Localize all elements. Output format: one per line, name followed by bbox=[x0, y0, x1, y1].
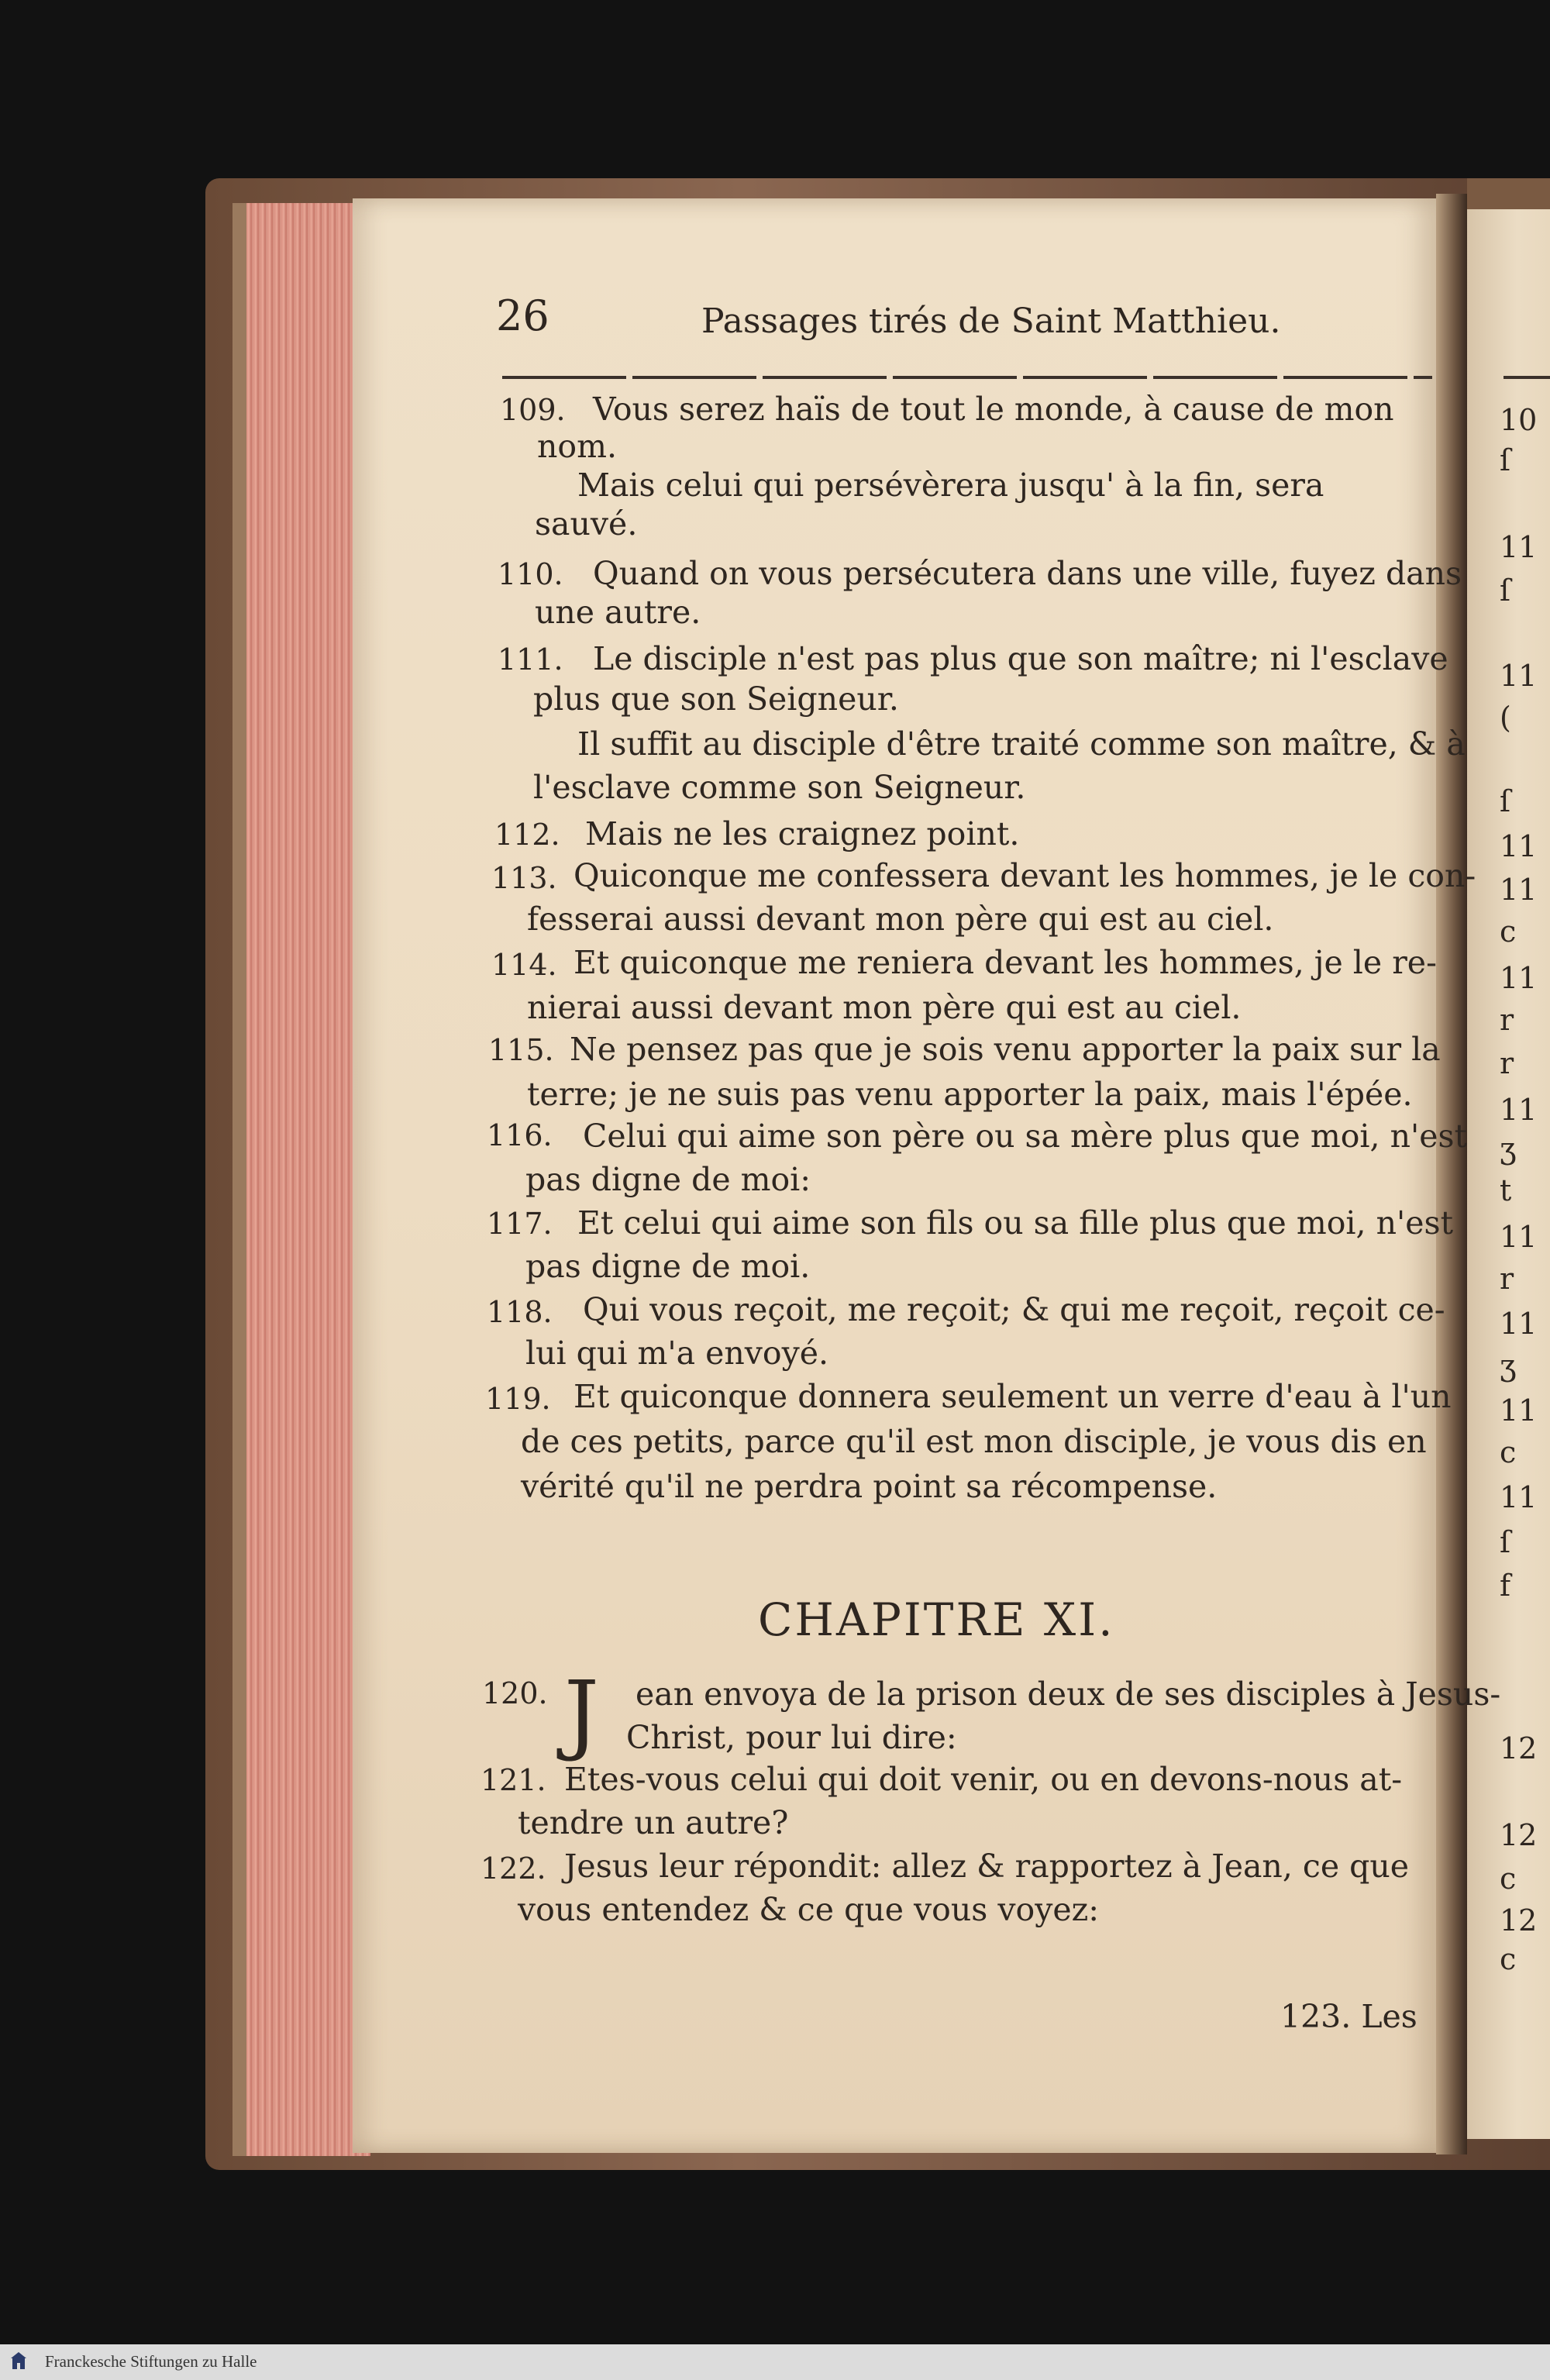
running-title: Passages tirés de Saint Matthieu. bbox=[701, 301, 1281, 341]
drop-cap: J bbox=[564, 1663, 599, 1764]
verse-line: fesserai aussi devant mon père qui est au ciel. bbox=[527, 901, 1274, 938]
verse-number: 118. bbox=[487, 1295, 553, 1329]
facing-page-fragment: 12 bbox=[1500, 1818, 1538, 1852]
facing-page-fragment: 11 bbox=[1500, 1480, 1538, 1514]
page-edges bbox=[232, 203, 370, 2156]
facing-page-fragment: 11 bbox=[1500, 829, 1538, 863]
verse-line: Vous serez haïs de tout le monde, à cause de mon bbox=[593, 391, 1394, 428]
header-rule bbox=[502, 376, 1432, 379]
verse-line: Et quiconque donnera seulement un verre d'eau à l'un bbox=[574, 1378, 1452, 1415]
verse-line: Mais celui qui persévèrera jusqu' à la fin, sera bbox=[577, 467, 1324, 504]
facing-page-fragment: ſ bbox=[1500, 784, 1511, 818]
verse-line: vous entendez & ce que vous voyez: bbox=[518, 1891, 1100, 1928]
verse-number: 110. bbox=[498, 557, 563, 591]
catchword: 123. Les bbox=[1280, 1998, 1417, 2035]
facing-page-fragment: c bbox=[1500, 1862, 1517, 1896]
facing-page-fragment: ſ bbox=[1500, 443, 1511, 477]
facing-page-fragment: r bbox=[1500, 1262, 1514, 1296]
verse-line: pas digne de moi: bbox=[525, 1161, 811, 1198]
verse-line: Quand on vous persécutera dans une ville, fuyez dans bbox=[593, 555, 1462, 592]
facing-page-fragment: 12 bbox=[1500, 1731, 1538, 1765]
facing-page-fragment: r bbox=[1500, 1003, 1514, 1037]
verse-line: tendre un autre? bbox=[518, 1804, 789, 1841]
verse-line: nom. bbox=[537, 428, 618, 465]
facing-page-fragment: 10 bbox=[1500, 403, 1538, 437]
facing-page-fragment: 11 bbox=[1500, 1393, 1538, 1428]
verse-line: terre; je ne suis pas venu apporter la paix, mais l'épée. bbox=[527, 1076, 1413, 1113]
verse-line: Qui vous reçoit, me reçoit; & qui me reçoit, reçoit ce- bbox=[583, 1291, 1445, 1328]
verse-number: 112. bbox=[494, 818, 560, 852]
facing-page-fragment: 12 bbox=[1500, 1903, 1538, 1937]
institution-logo-icon bbox=[9, 2351, 28, 2372]
verse-line: Il suffit au disciple d'être traité comme son maître, & à bbox=[577, 725, 1466, 763]
facing-page-fragment: c bbox=[1500, 914, 1517, 949]
facing-page-fragment: c bbox=[1500, 1435, 1517, 1469]
facing-page-fragment: 11 bbox=[1500, 659, 1538, 693]
verse-number: 116. bbox=[487, 1118, 553, 1152]
verse-number: 111. bbox=[498, 642, 563, 677]
verse-number: 117. bbox=[487, 1207, 553, 1241]
verse-line: lui qui m'a envoyé. bbox=[525, 1335, 829, 1372]
facing-page-fragment: ſ bbox=[1500, 573, 1511, 608]
facing-page-fragment: ( bbox=[1500, 701, 1511, 735]
facing-page-fragment: 11 bbox=[1500, 1307, 1538, 1341]
verse-line: de ces petits, parce qu'il est mon disciple, je vous dis en bbox=[521, 1423, 1427, 1460]
verse-line: pas digne de moi. bbox=[525, 1248, 811, 1285]
verse-line: plus que son Seigneur. bbox=[533, 680, 899, 718]
verse-line: Et celui qui aime son fils ou sa fille plus que moi, n'est bbox=[577, 1204, 1454, 1242]
verse-number: 121. bbox=[480, 1763, 546, 1797]
verse-line: Mais ne les craignez point. bbox=[585, 815, 1020, 852]
facing-page-fragment: ʒ bbox=[1500, 1131, 1517, 1166]
facing-page-fragment: ſ bbox=[1500, 1525, 1511, 1559]
facing-page-fragment: c bbox=[1500, 1942, 1517, 1976]
facing-page-top-edge bbox=[1467, 178, 1550, 209]
facing-page-rule bbox=[1504, 376, 1550, 379]
verse-line: Celui qui aime son père ou sa mère plus que moi, n'est bbox=[583, 1118, 1468, 1155]
facing-page-fragment: t bbox=[1500, 1173, 1512, 1207]
verse-line: ean envoya de la prison deux de ses disciples à Jesus- bbox=[636, 1676, 1501, 1713]
verse-number: 115. bbox=[488, 1033, 554, 1067]
verse-line: vérité qu'il ne perdra point sa récompense. bbox=[521, 1468, 1218, 1505]
facing-page-fragment: 11 bbox=[1500, 1220, 1538, 1254]
verse-line: Etes-vous celui qui doit venir, ou en devons-nous at- bbox=[564, 1761, 1403, 1798]
chapter-heading: CHAPITRE XI. bbox=[758, 1593, 1115, 1646]
verse-number: 114. bbox=[491, 948, 557, 982]
footer-bar bbox=[0, 2344, 1550, 2380]
facing-page-fragment: 11 bbox=[1500, 1093, 1538, 1127]
facing-page-fragment: 11 bbox=[1500, 961, 1538, 995]
verse-line: Le disciple n'est pas plus que son maître; ni l'esclave bbox=[593, 640, 1448, 677]
facing-page-fragment: ʒ bbox=[1500, 1348, 1517, 1383]
verse-line: Quiconque me confessera devant les hommes, je le con- bbox=[574, 857, 1476, 894]
verse-line: nierai aussi devant mon père qui est au ciel. bbox=[527, 989, 1242, 1026]
verse-line: Ne pensez pas que je sois venu apporter la paix sur la bbox=[570, 1031, 1441, 1068]
verse-line: Christ, pour lui dire: bbox=[626, 1719, 957, 1756]
verse-number: 122. bbox=[480, 1851, 546, 1886]
facing-page-fragment: r bbox=[1500, 1046, 1514, 1080]
verse-line: l'esclave comme son Seigneur. bbox=[533, 769, 1026, 806]
facing-page-fragment: f bbox=[1500, 1569, 1511, 1603]
facing-page-fragment: 11 bbox=[1500, 530, 1538, 564]
verse-number: 113. bbox=[491, 861, 557, 895]
verse-number: 120. bbox=[482, 1676, 548, 1710]
book-gutter bbox=[1436, 194, 1467, 2154]
verse-number: 119. bbox=[485, 1382, 551, 1416]
verse-line: Et quiconque me reniera devant les hommes, je le re- bbox=[574, 944, 1437, 981]
page-number: 26 bbox=[496, 291, 549, 340]
verse-line: sauvé. bbox=[535, 505, 638, 542]
facing-page-fragment: 11 bbox=[1500, 873, 1538, 907]
footer-credit: Franckesche Stiftungen zu Halle bbox=[45, 2352, 257, 2371]
verse-number: 109. bbox=[500, 393, 566, 427]
verse-line: Jesus leur répondit: allez & rapportez à Jean, ce que bbox=[564, 1848, 1410, 1885]
verse-line: une autre. bbox=[535, 594, 701, 631]
